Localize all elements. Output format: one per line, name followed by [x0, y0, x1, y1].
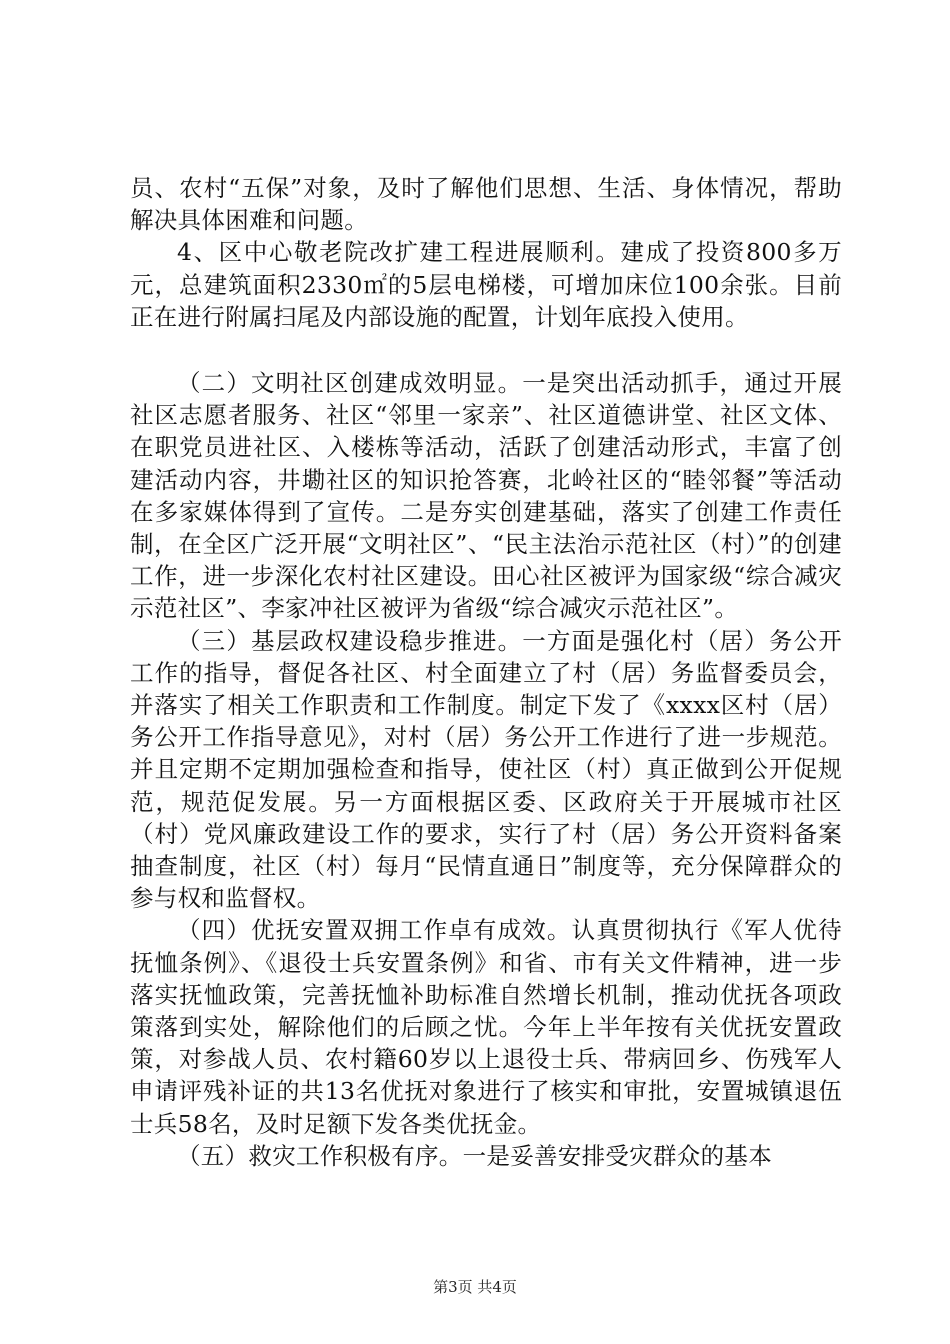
paragraph-veteran-affairs: （四）优抚安置双拥工作卓有成效。认真贯彻执行《军人优待抚恤条例》、《退役士兵安置条例》和省、市有关文件精神，进一步落实抚恤政策，完善抚恤补助标准自然增长机制，推动优抚各项政策落到实处，解除他们的后顾之忧。今年上半年按有关优抚安置政策，对参战人员、农村籍60岁以上退役士兵、带病回乡、伤残军人申请评残补证的共13名优抚对象进行了核实和审批，安置城镇退伍士兵58名，及时足额下发各类优抚金。	[130, 916, 842, 1138]
paragraph-continuation: 员、农村“五保”对象，及时了解他们思想、生活、身体情况，帮助解决具体困难和问题。	[130, 174, 842, 235]
page-number-footer: 第3页 共4页	[433, 1278, 517, 1296]
paragraph-nursing-home: 4、区中心敬老院改扩建工程进展顺利。建成了投资800多万元，总建筑面积2330㎡的5层电梯楼，可增加床位100余张。目前正在进行附属扫尾及内部设施的配置，计划年底投入使用。	[130, 238, 842, 331]
paragraph-disaster-relief: （五）救灾工作积极有序。一是妥善安排受灾群众的基本	[177, 1141, 772, 1170]
document-body	[130, 172, 842, 1172]
paragraph-grassroots-government: （三）基层政权建设稳步推进。一方面是强化村（居）务公开工作的指导，督促各社区、村全面建立了村（居）务监督委员会，并落实了相关工作职责和工作制度。制定下发了《xxxx区村（居）务公开工作指导意见》，对村（居）务公开工作进行了进一步规范。并且定期不定期加强检查和指导，使社区（村）真正做到公开促规范，规范促发展。另一方面根据区委、区政府关于开展城市社区（村）党风廉政建设工作的要求，实行了村（居）务公开资料备案抽查制度，社区（村）每月“民情直通日”制度等，充分保障群众的参与权和监督权。	[130, 626, 842, 913]
paragraph-gap	[130, 333, 842, 367]
paragraph-civilized-community: （二）文明社区创建成效明显。一是突出活动抓手，通过开展社区志愿者服务、社区“邻里一家亲”、社区道德讲堂、社区文体、在职党员进社区、入楼栋等活动，活跃了创建活动形式，丰富了创建活动内容，井墈社区的知识抢答赛，北岭社区的“睦邻餐”等活动在多家媒体得到了宣传。二是夯实创建基础，落实了创建工作责任制，在全区广泛开展“文明社区”、“民主法治示范社区（村）”的创建工作，进一步深化农村社区建设。田心社区被评为国家级“综合减灾示范社区”、李家冲社区被评为省级“综合减灾示范社区”。	[130, 369, 842, 623]
